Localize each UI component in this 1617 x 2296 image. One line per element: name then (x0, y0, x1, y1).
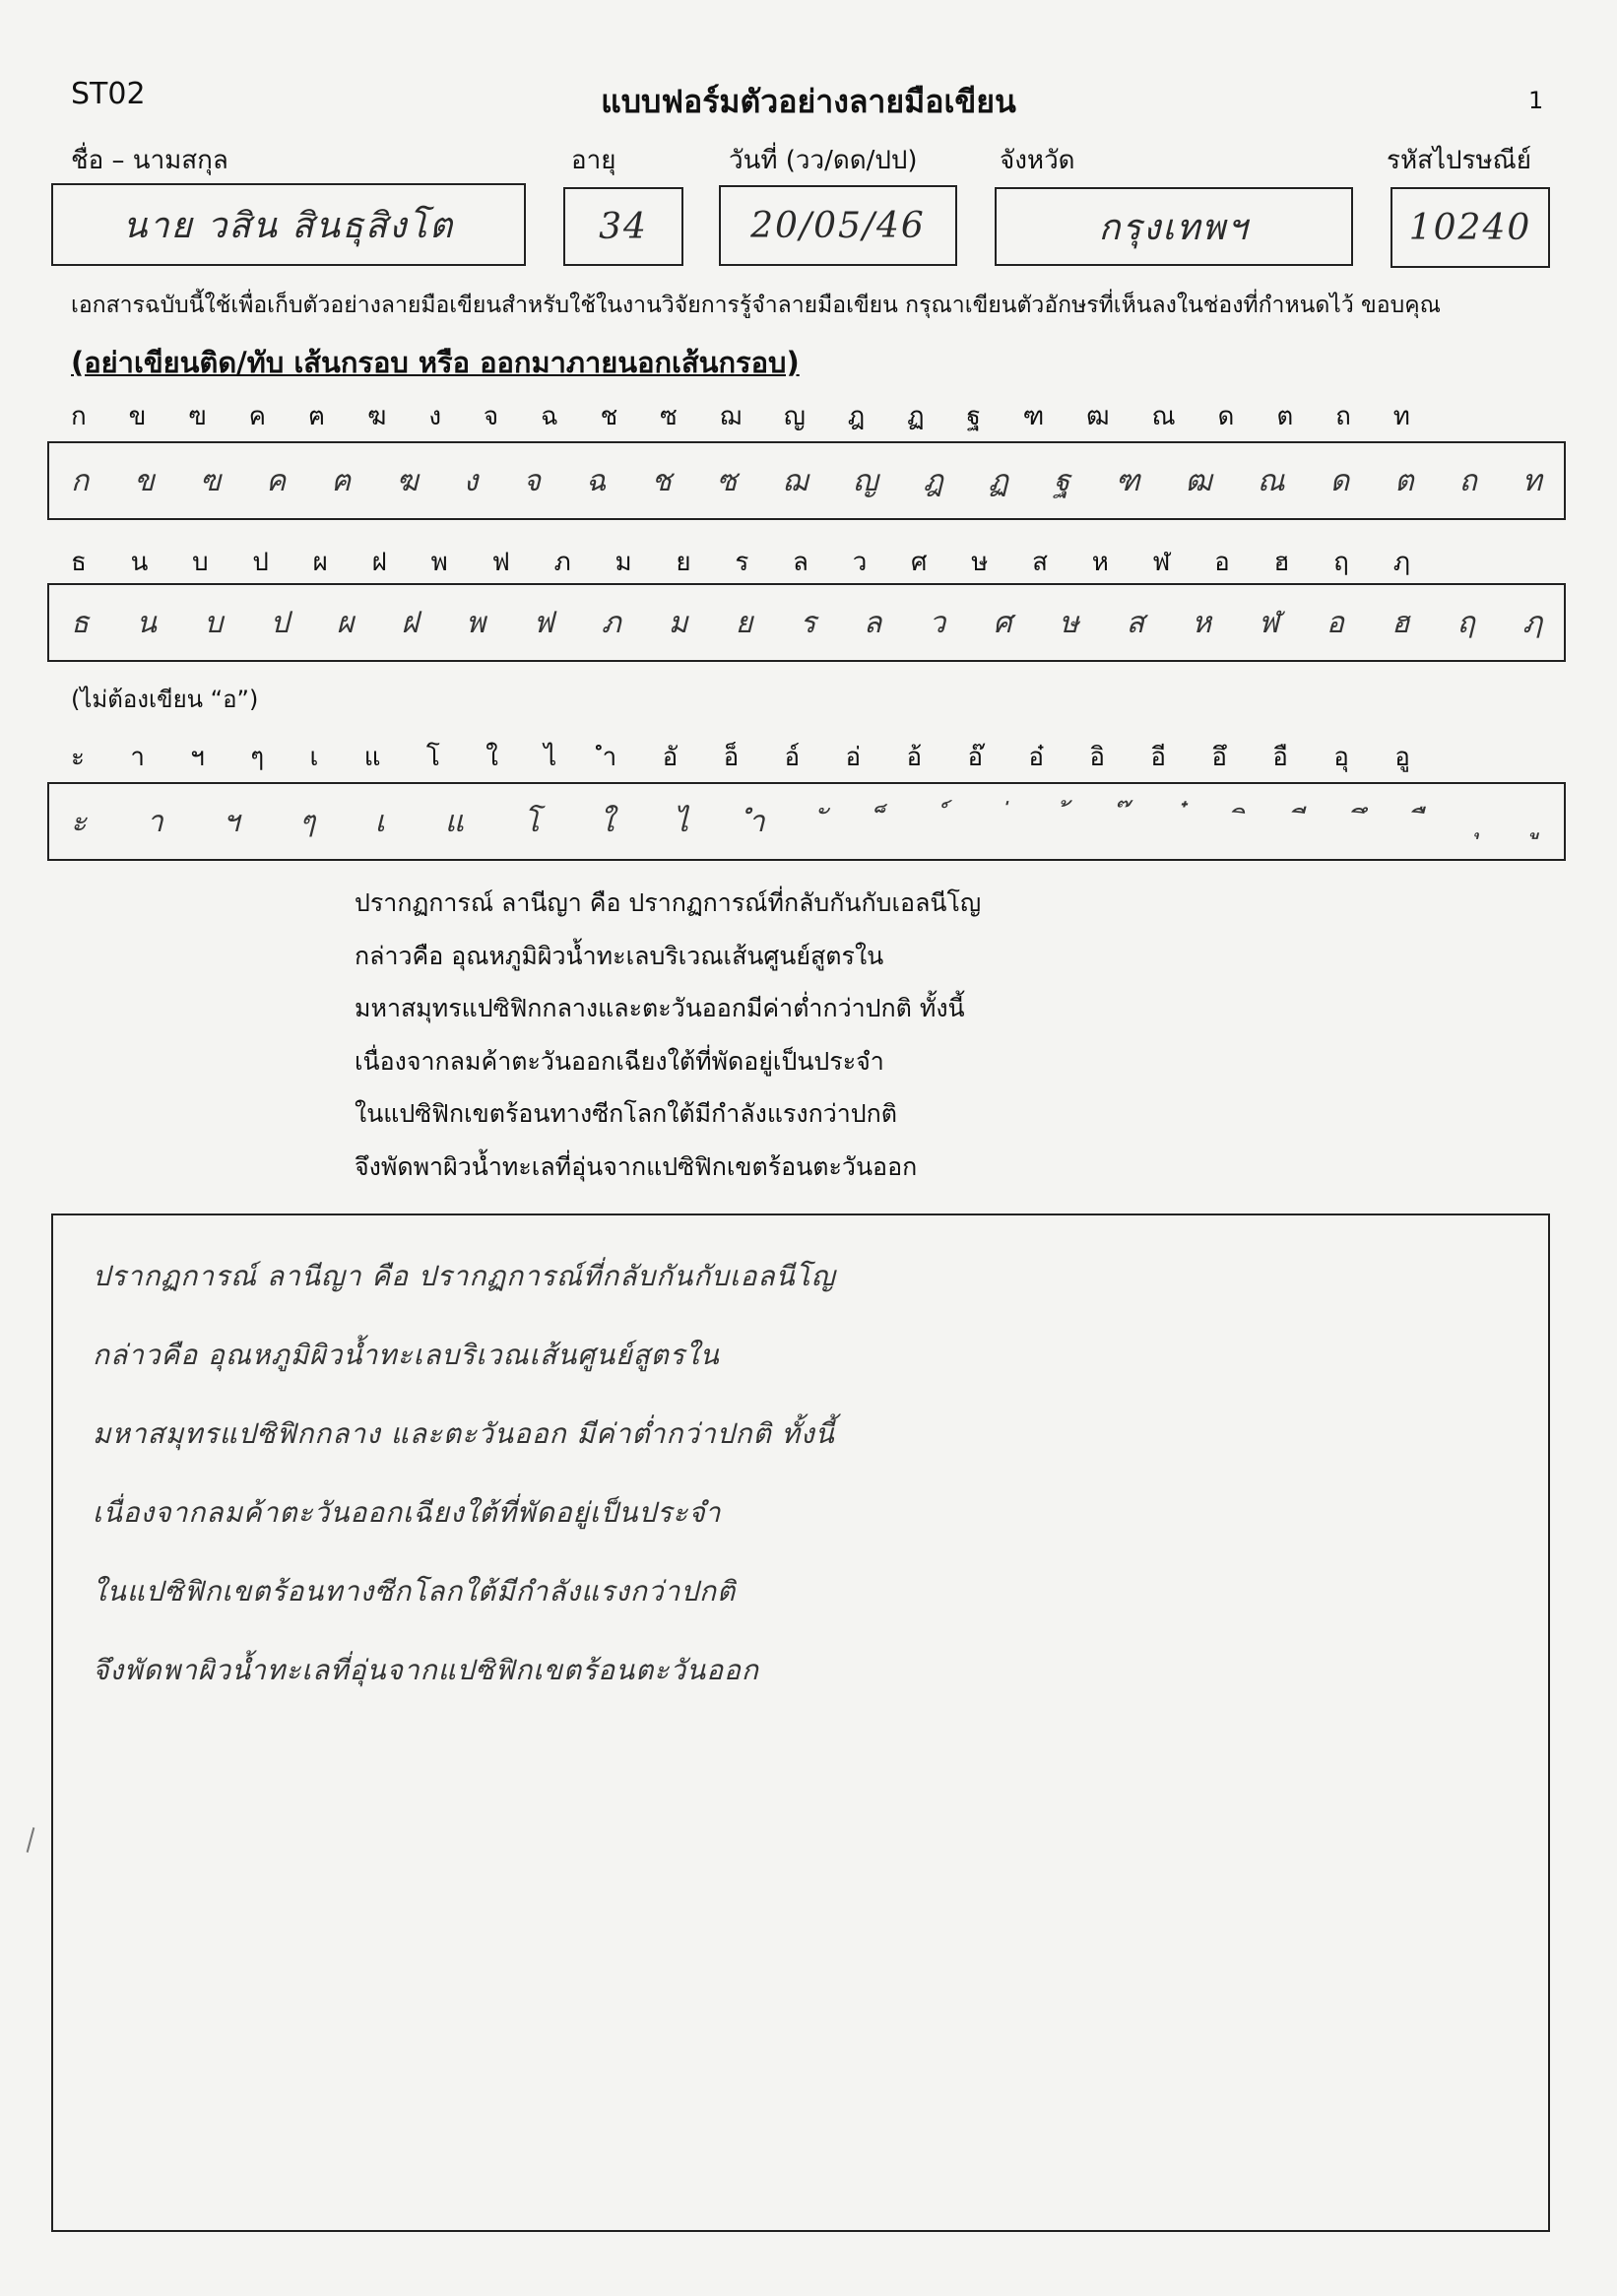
date-label: วันที่ (วว/ดด/ปป) (729, 146, 918, 175)
hw-char: ฒ (1185, 463, 1212, 498)
reference-row-1 (71, 396, 1410, 436)
handwritten-line: ปรากฏการณ์ ลานีญา คือ ปรากฏการณ์ที่กลับกันกับเอลนีโญ (93, 1260, 836, 1292)
hw-char: ใ (599, 804, 614, 839)
handwritten-line: ในแปซิฟิกเขตร้อนทางซีกโลกใต้มีกำลังแรงกว่าปกติ (93, 1575, 737, 1607)
ref-char: บ (192, 548, 209, 577)
ref-char: ฤ (1333, 548, 1349, 577)
passage-line: กล่าวคือ อุณหภูมิผิวน้ำทะเลบริเวณเส้นศูนย์สูตรใน (355, 941, 884, 970)
ref-char: ธ (71, 548, 87, 577)
ref-char: เ (309, 743, 319, 772)
ref-char: ไ (544, 743, 557, 772)
ref-char: า (130, 743, 145, 772)
hw-char: ฌ (782, 463, 808, 498)
hw-char: ษ (1059, 605, 1079, 640)
province-value: กรุงเทพฯ (1098, 207, 1250, 248)
hw-char: ต (1394, 463, 1414, 498)
hw-char: ย (735, 605, 753, 640)
ref-char: ป (252, 548, 269, 577)
ref-char: ร (735, 548, 749, 577)
hw-char: ค (266, 463, 287, 498)
hw-char: า (146, 804, 163, 839)
reference-passage (355, 877, 981, 1193)
ref-char: อี (1150, 743, 1166, 772)
reference-row-3 (71, 737, 1410, 777)
ref-char: ผ (312, 548, 328, 577)
ref-char: อ์ (784, 743, 801, 772)
form-id: ST02 (71, 77, 146, 111)
ref-char: ฌ (719, 402, 742, 431)
ref-char: ฟ (491, 548, 510, 577)
hw-char: ม (668, 605, 688, 640)
ref-char: ม (614, 548, 632, 577)
ref-char: พ (430, 548, 448, 577)
hw-char: จ (523, 463, 541, 498)
ref-char: อ๋ (1028, 743, 1045, 772)
hw-char: ฑ (1115, 463, 1140, 498)
hw-char: ฦ (1522, 605, 1542, 640)
handwritten-line: จึงพัดพาผิวน้ำทะเลที่อุ่นจากแปซิฟิกเขตร้อนตะวันออก (93, 1654, 759, 1686)
hw-char: ฆ (396, 463, 419, 498)
handwritten-line: มหาสมุทรแปซิฟิกกลาง และตะวันออก มีค่าต่ำกว่าปกติ ทั้งนี้ (93, 1417, 835, 1450)
ref-char: ศ (911, 548, 928, 577)
hw-char: ฅ (331, 463, 352, 498)
ref-char: ฃ (188, 402, 207, 431)
ref-char: ฐ (966, 402, 981, 431)
handwriting-box-3[interactable] (47, 782, 1566, 861)
ref-char: ฎ (847, 402, 866, 431)
ref-char: ฆ (367, 402, 387, 431)
passage-line: ในแปซิฟิกเขตร้อนทางซีกโลกใต้มีกำลังแรงกว่าปกติ (355, 1099, 898, 1128)
note-text: (ไม่ต้องเขียน “อ”) (71, 686, 259, 713)
ref-char: ฏ (907, 402, 925, 431)
handwriting-row-1 (49, 443, 1564, 518)
hw-char: ญ (852, 463, 878, 498)
ref-char: อ่ (845, 743, 862, 772)
hw-char: ส (1126, 605, 1145, 640)
hw-char: ฮ (1391, 605, 1410, 640)
hw-char: ธ (71, 605, 90, 640)
ref-char: อ (1214, 548, 1230, 577)
postal-label: รหัสไปรษณีย์ (1387, 146, 1532, 175)
ref-char: อู (1394, 743, 1410, 772)
ref-char: ถ (1335, 402, 1351, 431)
province-label: จังหวัด (1000, 146, 1075, 175)
ref-char: ษ (971, 548, 989, 577)
ref-char: อึ (1211, 743, 1227, 772)
passage-line: มหาสมุทรแปซิฟิกกลางและตะวันออกมีค่าต่ำกว่าปกติ ทั้งนี้ (355, 994, 965, 1022)
hw-char: ำ (747, 804, 765, 839)
hw-char: ท (1521, 463, 1542, 498)
hw-char: ป (270, 605, 290, 640)
ref-char: ภ (553, 548, 571, 577)
hw-char: ฤ (1456, 605, 1475, 640)
ref-char: อุ (1333, 743, 1349, 772)
ref-char: ฉ (541, 402, 558, 431)
hw-char: ห (1192, 605, 1211, 640)
ref-char: ฅ (307, 402, 326, 431)
warning-text: (อย่าเขียนติด/ทับ เส้นกรอบ หรือ ออกมาภายนอกเส้นกรอบ) (71, 346, 800, 379)
hw-char: ง (463, 463, 479, 498)
ref-char: แ (363, 743, 381, 772)
hw-char: น (136, 605, 158, 640)
hw-char: ฃ (199, 463, 222, 498)
ref-char: ง (428, 402, 442, 431)
ref-char: ฒ (1086, 402, 1110, 431)
hw-char: ผ (336, 605, 355, 640)
hw-char: ๆ (298, 804, 316, 839)
hw-char: ฐ (1054, 463, 1070, 498)
age-field[interactable] (563, 187, 683, 266)
handwriting-box-2[interactable] (47, 583, 1566, 662)
name-field[interactable] (51, 183, 526, 266)
ref-char: ช (600, 402, 618, 431)
passage-line: เนื่องจากลมค้าตะวันออกเฉียงใต้ที่พัดอยู่เป็นประจำ (355, 1046, 884, 1076)
hw-char: ฎ (923, 463, 943, 498)
ref-char: อื (1272, 743, 1288, 772)
handwriting-row-2 (49, 585, 1564, 660)
hw-char: บ (204, 605, 224, 640)
hw-char: ะ (71, 804, 88, 839)
age-label: อายุ (571, 146, 616, 175)
hw-char: ศ (993, 605, 1012, 640)
ref-char: อ๊ (967, 743, 984, 772)
handwritten-line: กล่าวคือ อุณหภูมิผิวน้ำทะเลบริเวณเส้นศูนย์สูตรใน (93, 1339, 720, 1371)
ref-char: ฬ (1152, 548, 1171, 577)
hw-char: ข (134, 463, 155, 498)
ref-char: ใ (485, 743, 498, 772)
passage-line: จึงพัดพาผิวน้ำทะเลที่อุ่นจากแปซิฟิกเขตร้อนตะวันออก (355, 1151, 918, 1181)
ref-char: ส (1032, 548, 1049, 577)
ref-char: จ (483, 402, 499, 431)
ref-char: ด (1217, 402, 1235, 431)
hw-char: ไ (673, 804, 689, 839)
hw-char: ถ (1458, 463, 1477, 498)
hw-char: ล (863, 605, 882, 640)
hw-char: ฟ (533, 605, 554, 640)
hw-char: โ (523, 804, 540, 839)
ref-char: ย (676, 548, 691, 577)
handwritten-line: เนื่องจากลมค้าตะวันออกเฉียงใต้ที่พัดอยู่เป็นประจำ (93, 1496, 722, 1529)
date-value: 20/05/46 (750, 205, 926, 246)
ref-char: ฝ (371, 548, 387, 577)
hw-char: ณ (1257, 463, 1285, 498)
ref-char: ะ (71, 743, 85, 772)
ref-char: น (130, 548, 149, 577)
handwriting-box-1[interactable] (47, 441, 1566, 520)
ref-char: ก (71, 402, 87, 431)
hw-char: อ (1326, 605, 1344, 640)
date-field[interactable] (719, 185, 957, 266)
passage-line: ปรากฏการณ์ ลานีญา คือ ปรากฏการณ์ที่กลับกันกับเอลนีโญ (355, 888, 982, 917)
hw-char: พ (466, 605, 486, 640)
ref-char: ล (793, 548, 808, 577)
stray-mark (27, 1827, 35, 1853)
postal-field[interactable] (1391, 187, 1550, 268)
name-value: นาย วสิน สินธุสิงโต (122, 205, 455, 246)
form-title: แบบฟอร์มตัวอย่างลายมือเขียน (601, 83, 1016, 120)
ref-char: อิ (1089, 743, 1106, 772)
hw-char: เ (374, 804, 386, 839)
hw-char: ก (71, 463, 90, 498)
ref-char: ห (1091, 548, 1109, 577)
page-number: 1 (1528, 87, 1544, 114)
name-label: ชื่อ – นามสกุล (71, 146, 228, 175)
handwriting-passage-box[interactable] (51, 1214, 1550, 2232)
province-field[interactable] (995, 187, 1353, 266)
ref-char: ณ (1151, 402, 1176, 431)
hw-char: ฉ (585, 463, 607, 498)
ref-char: อ็ (723, 743, 740, 772)
hw-char: ช (651, 463, 672, 498)
postal-value: 10240 (1408, 207, 1532, 248)
ref-char: ำ (602, 743, 617, 772)
instructions: เอกสารฉบับนี้ใช้เพื่อเก็บตัวอย่างลายมือเขียนสำหรับใช้ในงานวิจัยการรู้จำลายมือเขียน กรุณาเขียนตัวอักษรที่เห็นลงในช่องที่กำหนดไว้ ขอบคุณ (71, 293, 1441, 318)
hw-char: ฏ (988, 463, 1008, 498)
age-value: 34 (599, 206, 648, 247)
ref-char: ฑ (1022, 402, 1045, 431)
ref-char: ค (248, 402, 266, 431)
hw-char: ร (800, 605, 816, 640)
ref-char: อั (662, 743, 679, 772)
hw-char: แ (444, 804, 465, 839)
ref-char: ญ (783, 402, 806, 431)
ref-char: ฮ (1273, 548, 1290, 577)
ref-char: โ (425, 743, 440, 772)
hw-char: ฝ (401, 605, 420, 640)
ref-char: ฯ (190, 743, 205, 772)
ref-char: อ้ (906, 743, 923, 772)
hw-char: ซ (716, 463, 738, 498)
hw-char: ด (1329, 463, 1350, 498)
handwriting-row-3 (49, 784, 1564, 859)
hw-char: ว (929, 605, 946, 640)
reference-row-2 (71, 542, 1410, 582)
ref-char: ท (1392, 402, 1410, 431)
ref-char: ซ (660, 402, 678, 431)
ref-char: ข (128, 402, 147, 431)
ref-char: ๆ (250, 743, 265, 772)
hw-char: ฯ (223, 804, 240, 839)
ref-char: ว (852, 548, 868, 577)
ref-char: ฦ (1392, 548, 1410, 577)
ref-char: ต (1276, 402, 1294, 431)
hw-char: ฬ (1259, 605, 1279, 640)
hw-char: ภ (601, 605, 621, 640)
